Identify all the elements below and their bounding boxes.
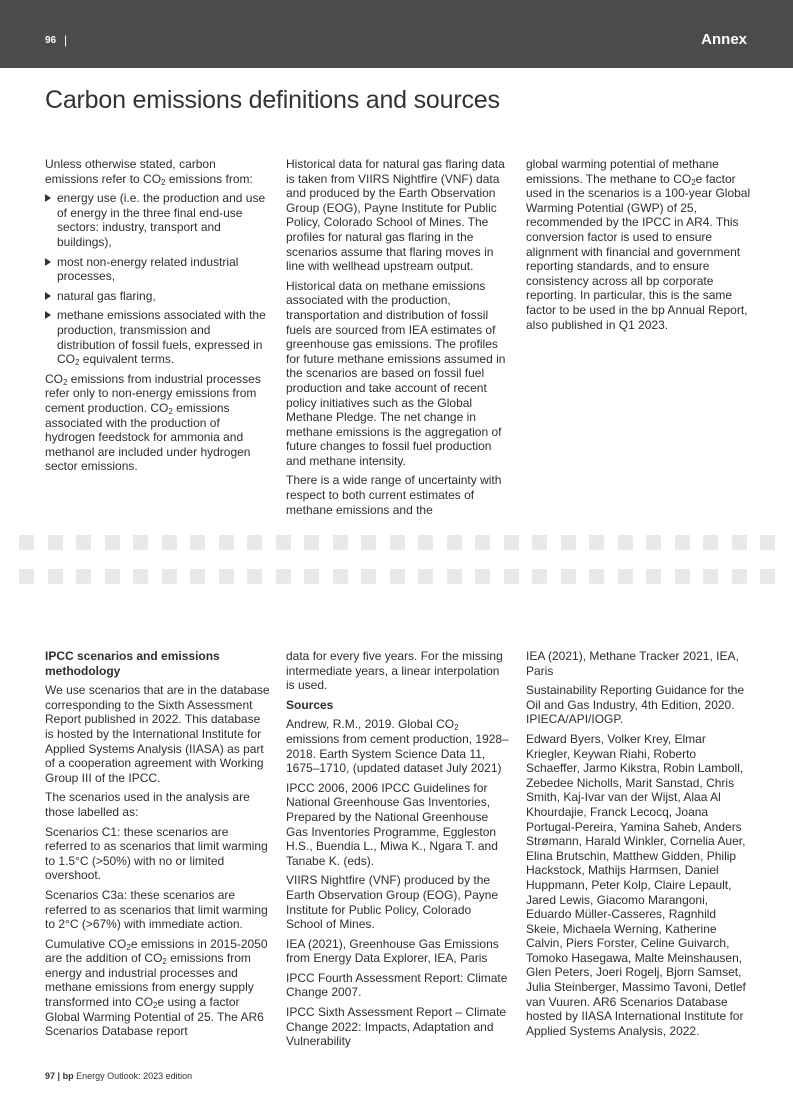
decorative-square <box>162 535 177 550</box>
decorative-square <box>133 535 148 550</box>
decorative-square <box>219 535 234 550</box>
emission-sources-list <box>45 191 270 367</box>
source-item: IPCC 2006, 2006 IPCC Guidelines for National Greenhouse Gas Inventories, Prepared by the National Greenhouse Gas Inventories Programme, Eggleston H.S., Buendia L., Miwa K., Ngara T. and Tanabe K. (eds). <box>286 780 498 868</box>
methodology-paragraph: Cumulative $CO_2e$ emissions in 2015-2050 are the addition of $CO_2$ emissions from energy and industrial processes and methane emissions from energy supply transformed into $CO_2e$ using a factor Global Warming Potential of 25. The AR6 Scenarios Database report <box>45 936 268 1039</box>
decorative-square <box>475 535 490 550</box>
footer-separator: | <box>57 1071 61 1081</box>
decorative-square <box>105 569 120 584</box>
decorative-square <box>276 535 291 550</box>
publication-title: Energy Outlook: 2023 edition <box>76 1071 193 1081</box>
bottom-column-3 <box>526 649 751 1043</box>
decorative-square <box>760 569 775 584</box>
decorative-square <box>76 535 91 550</box>
decorative-square <box>675 535 690 550</box>
decorative-square <box>333 535 348 550</box>
decorative-square <box>390 569 405 584</box>
decorative-square <box>703 569 718 584</box>
decorative-square <box>646 569 661 584</box>
methodology-paragraph: We use scenarios that are in the database corresponding to the Sixth Assessment Report published in 2022. This database is hosted by the International Institute for Applied Systems Analysis (IIASA) as part of a cooperation agreement with Working Group III of the IPCC. <box>45 683 270 785</box>
decorative-square <box>732 535 747 550</box>
gas-flaring-paragraph: Historical data for natural gas flaring data is taken from VIIRS Nightfire (VNF) data and produced by the Earth Observation Group (EOG), Payne Institute for Public Policy, Colorado School of Mines. The profiles for natural gas flaring in the scenarios assume that flaring moves in line with wellhead upstream output. <box>286 157 505 274</box>
bullet-arrow-icon <box>45 194 51 202</box>
source-item: IEA (2021), Greenhouse Gas Emissions from Energy Data Explorer, IEA, Paris <box>286 936 499 966</box>
page-header <box>0 0 793 68</box>
decorative-square <box>418 569 433 584</box>
decorative-square-strip <box>0 569 793 584</box>
decorative-square <box>304 535 319 550</box>
list-item <box>45 289 270 304</box>
decorative-square <box>19 535 34 550</box>
page-title: Carbon emissions definitions and sources <box>45 86 500 114</box>
decorative-square <box>219 569 234 584</box>
decorative-square <box>190 569 205 584</box>
list-item-text: energy use (i.e. the production and use of energy in the three final end-use sectors: industry, transport and buildings), <box>57 191 266 249</box>
list-item-text: most non-energy related industrial processes, <box>57 254 239 284</box>
methodology-paragraph: Scenarios C1: these scenarios are referred to as scenarios that limit warming to 1.5°C (>50%) with no or limited overshoot. <box>45 824 268 883</box>
industrial-processes-paragraph: $CO_2$ emissions from industrial processes refer only to non-energy emissions from cement production. $CO_2$ emissions associated with the production of hydrogen feedstock for ammonia and methanol are included under hydrogen sector emissions. <box>45 371 261 474</box>
decorative-square <box>504 569 519 584</box>
top-column-3 <box>526 157 751 337</box>
decorative-square <box>247 569 262 584</box>
gwp-paragraph: global warming potential of methane emissions. The methane to $CO_2e$ factor used in the scenarios is a 100-year Global Warming Potential (GWP) of 25, recommended by the IPCC in AR4. This conversion factor is used to ensure alignment with financial and government reporting standards, and to ensure consistency across all bp corporate reporting. In particular, this is the same factor to be used in the bp Annual Report, also published in Q1 2023. <box>526 157 751 332</box>
intro-paragraph: Unless otherwise stated, carbon emissions refer to $CO_2$ emissions from: <box>45 157 253 187</box>
page-footer <box>45 1071 192 1081</box>
decorative-square <box>618 535 633 550</box>
decorative-square <box>276 569 291 584</box>
decorative-square <box>304 569 319 584</box>
source-item: Sustainability Reporting Guidance for the Oil and Gas Industry, 4th Edition, 2020. IPIECA/API/IOGP. <box>526 683 745 727</box>
sources-heading: Sources <box>286 697 334 712</box>
decorative-square <box>447 569 462 584</box>
uncertainty-paragraph: There is a wide range of uncertainty with respect to both current estimates of methane emissions and the <box>286 473 502 517</box>
list-item <box>45 191 270 249</box>
decorative-square <box>247 535 262 550</box>
source-item: IPCC Fourth Assessment Report: Climate Change 2007. <box>286 970 508 1000</box>
decorative-square <box>589 535 604 550</box>
header-page-number: 96 <box>45 35 57 46</box>
decorative-square <box>561 569 576 584</box>
decorative-square <box>19 569 34 584</box>
decorative-square <box>618 569 633 584</box>
ipcc-methodology-heading: IPCC scenarios and emissions methodology <box>45 649 220 678</box>
top-column-1 <box>45 157 270 479</box>
decorative-square <box>390 535 405 550</box>
source-item: IEA (2021), Methane Tracker 2021, IEA, Paris <box>526 649 739 678</box>
methodology-paragraph: Scenarios C3a: these scenarios are referred to as scenarios that limit warming to 2°C (>67%) with immediate action. <box>45 887 268 932</box>
decorative-square <box>703 535 718 550</box>
decorative-square <box>561 535 576 550</box>
decorative-square <box>162 569 177 584</box>
source-item: Edward Byers, Volker Krey, Elmar Kriegler, Keywan Riahi, Roberto Schaeffer, Jarmo Kikstra, Robin Lamboll, Zebedee Nicholls, Marit Sanstad, Chris Smith, Kaj-Ivar van der Wijst, Alaa Al Khourdajie, Franck Lecocq, Joana Portugal-Pereira, Yamina Saheb, Anders Strømann, Harald Winkler, Cornelia Auer, Elina Brutschin, Matthew Gidden, Philip Hackstock, Mathijs Harmsen, Daniel Huppmann, Peter Kolp, Claire Lepault, Jared Lewis, Giacomo Marangoni, Eduardo Müller-Casseres, Ragnhild Skeie, Michaela Werning, Katherine Calvin, Piers Forster, Celine Guivarch, Tomoko Hasegawa, Malte Meinshausen, Glen Peters, Joeri Rogelj, Bjorn Samset, Julia Steinberger, Massimo Tavoni, Detlef van Vuuren. AR6 Scenarios Database hosted by IIASA International Institute for Applied Systems Analysis, 2022. <box>526 731 746 1038</box>
bullet-arrow-icon <box>45 292 51 300</box>
methane-data-paragraph: Historical data on methane emissions associated with the production, transportation and distribution of fossil fuels are sourced from IEA estimates of greenhouse gas emissions. The profiles for future methane emissions assumed in the scenarios are based on fossil fuel production and take account of recent policy initiatives such as the Global Methane Pledge. The net change in methane emissions is the aggregation of future changes to fossil fuel production and methane intensity. <box>286 278 506 468</box>
footer-page-number: 97 <box>45 1071 56 1081</box>
decorative-square <box>105 535 120 550</box>
decorative-square <box>475 569 490 584</box>
bp-brand: bp <box>62 1071 74 1081</box>
interpolation-paragraph: data for every five years. For the missing intermediate years, a linear interpolation is used. <box>286 649 503 693</box>
top-column-2 <box>286 157 509 522</box>
decorative-square <box>333 569 348 584</box>
methodology-paragraph: The scenarios used in the analysis are those labelled as: <box>45 790 250 819</box>
decorative-square <box>48 535 63 550</box>
decorative-square <box>447 535 462 550</box>
bottom-column-2 <box>286 649 509 1054</box>
decorative-square <box>646 535 661 550</box>
source-item: IPCC Sixth Assessment Report – Climate Change 2022: Impacts, Adaptation and Vulnerability <box>286 1005 507 1049</box>
decorative-square <box>48 569 63 584</box>
list-item <box>45 255 270 284</box>
list-item <box>45 308 270 366</box>
decorative-square <box>133 569 148 584</box>
decorative-square <box>760 535 775 550</box>
decorative-square <box>190 535 205 550</box>
bottom-column-1 <box>45 649 270 1044</box>
decorative-square <box>418 535 433 550</box>
decorative-square <box>361 535 376 550</box>
bullet-arrow-icon <box>45 258 51 266</box>
decorative-square <box>532 569 547 584</box>
header-section-title: Annex <box>701 31 747 48</box>
source-item: Andrew, R.M., 2019. Global $CO_2$ emissions from cement production, 1928–2018. Earth System Science Data 11, 1675–1710, (updated dataset July 2021) <box>286 717 509 776</box>
decorative-square-strip <box>0 535 793 550</box>
list-item-text: natural gas flaring, <box>57 288 156 303</box>
decorative-square <box>504 535 519 550</box>
source-item: VIIRS Nightfire (VNF) produced by the Earth Observation Group (EOG), Payne Institute for Public Policy, Colorado School of Mines. <box>286 873 499 932</box>
list-item-text: methane emissions associated with the production, transmission and distribution of fossil fuels, expressed in $CO_2$ equivalent terms. <box>57 308 266 368</box>
decorative-square <box>589 569 604 584</box>
decorative-square <box>732 569 747 584</box>
header-separator: | <box>64 33 68 47</box>
decorative-square <box>532 535 547 550</box>
decorative-square <box>76 569 91 584</box>
bullet-arrow-icon <box>45 311 51 319</box>
decorative-square <box>675 569 690 584</box>
decorative-square <box>361 569 376 584</box>
